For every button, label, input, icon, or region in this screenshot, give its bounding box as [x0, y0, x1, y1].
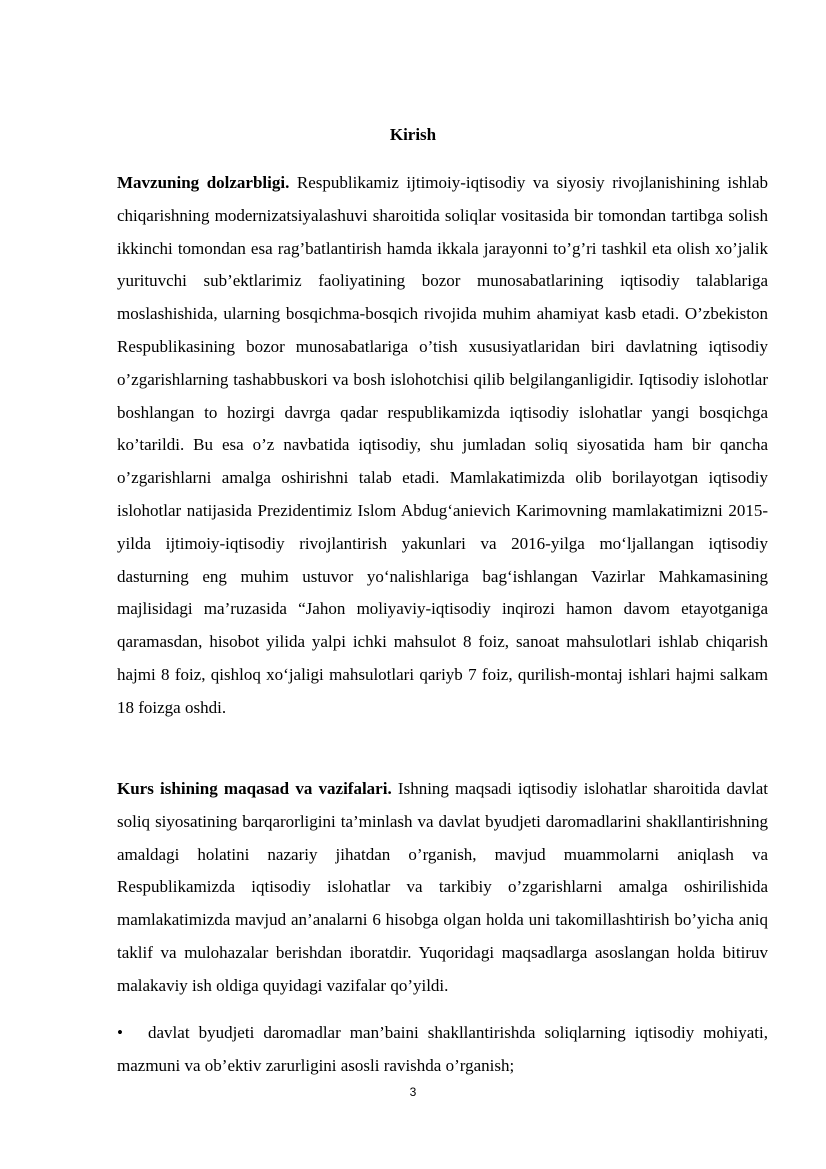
paragraph-lead: Kurs ishining maqasad va vazifalari. [117, 779, 392, 798]
paragraph-text: Respublikamiz ijtimoiy-iqtisodiy va siyosiy rivojlanishining ishlab chiqarishning modernizatsiyalashuvi sharoitida soliqlar vositasida bir tomondan tartibga solish ikkinchi tomondan esa rag’batlantirish hamda ikkala jarayonni to’g’ri tashkil eta olish xo’jalik yurituvchi sub’ektlarimiz faoliyatining bozor munosabatlarining iqtisodiy talablariga moslashishida, ularning bosqichma-bosqich rivojida muhim ahamiyat kasb etadi. O’zbekiston Respublikasining bozor munosabatlariga o’tish xususiyatlaridan biri davlatning iqtisodiy o’zgarishlarning tashabbuskori va bosh islohotchisi qilib belgilanganligidir. Iqtisodiy islohotlar boshlangan to hozirgi davrga qadar respublikamizda iqtisodiy islohatlar yangi bosqichga ko’tarildi. Bu esa o’z navbatida iqtisodiy, shu jumladan soliq siyosatida ham bir qancha o’zgarishlarni amalga oshirishni talab etadi. Mamlakatimizda olib borilayotgan iqtisodiy islohotlar natijasida Prezidentimiz Islom Abdug‘anievich Karimovning mamlakatimizni 2015-yilda ijtimoiy-iqtisodiy rivojlantirish yakunlari va 2016-yilga mo‘ljallangan iqtisodiy dasturning eng muhim ustuvor yo‘nalishlariga bag‘ishlangan Vazirlar Mahkamasining majlisidagi ma’ruzasida “Jahon moliyaviy-iqtisodiy inqirozi hamon davom etayotganiga qaramasdan, hisobot yilida yalpi ichki mahsulot 8 foiz, sanoat mahsulotlari ishlab chiqarish hajmi 8 foiz, qishloq xo‘jaligi mahsulotlari qariyb 7 foiz, qurilish-montaj ishlari hajmi salkam 18 foizga oshdi. [117, 173, 769, 717]
page-number: 3 [409, 1085, 417, 1099]
list-item [117, 1017, 768, 1083]
paragraph-lead: Mavzuning dolzarbligi. [117, 173, 290, 192]
paragraph-relevance [117, 167, 768, 725]
paragraph-text: Ishning maqsadi iqtisodiy islohatlar sharoitida davlat soliq siyosatining barqarorligini ta’minlash va davlat byudjeti daromadlarini shakllantirishning amaldagi holatini nazariy jihatdan o’rganish, mavjud muammolarni aniqlash va Respublikamizda iqtisodiy islohatlar va tarkibiy o’zgarishlarni amalga oshirilishida mamlakatimizda mavjud an’analarni 6 hisobga olgan holda uni takomillashtirish bo’yicha aniq taklif va mulohazalar berishdan iboratdir. Yuqoridagi maqsadlarga asoslangan holda bitiruv malakaviy ish oldiga quyidagi vazifalar qo’yildi. [117, 779, 768, 995]
paragraph-goals [117, 773, 768, 1003]
section-heading: Kirish [389, 125, 437, 144]
bullet-icon: • [117, 1023, 123, 1042]
list-item-text: davlat byudjeti daromadlar man’baini shakllantirishda soliqlarning iqtisodiy mohiyati, mazmuni va ob’ektiv zarurligini asosli ravishda o’rganish; [117, 1023, 768, 1075]
